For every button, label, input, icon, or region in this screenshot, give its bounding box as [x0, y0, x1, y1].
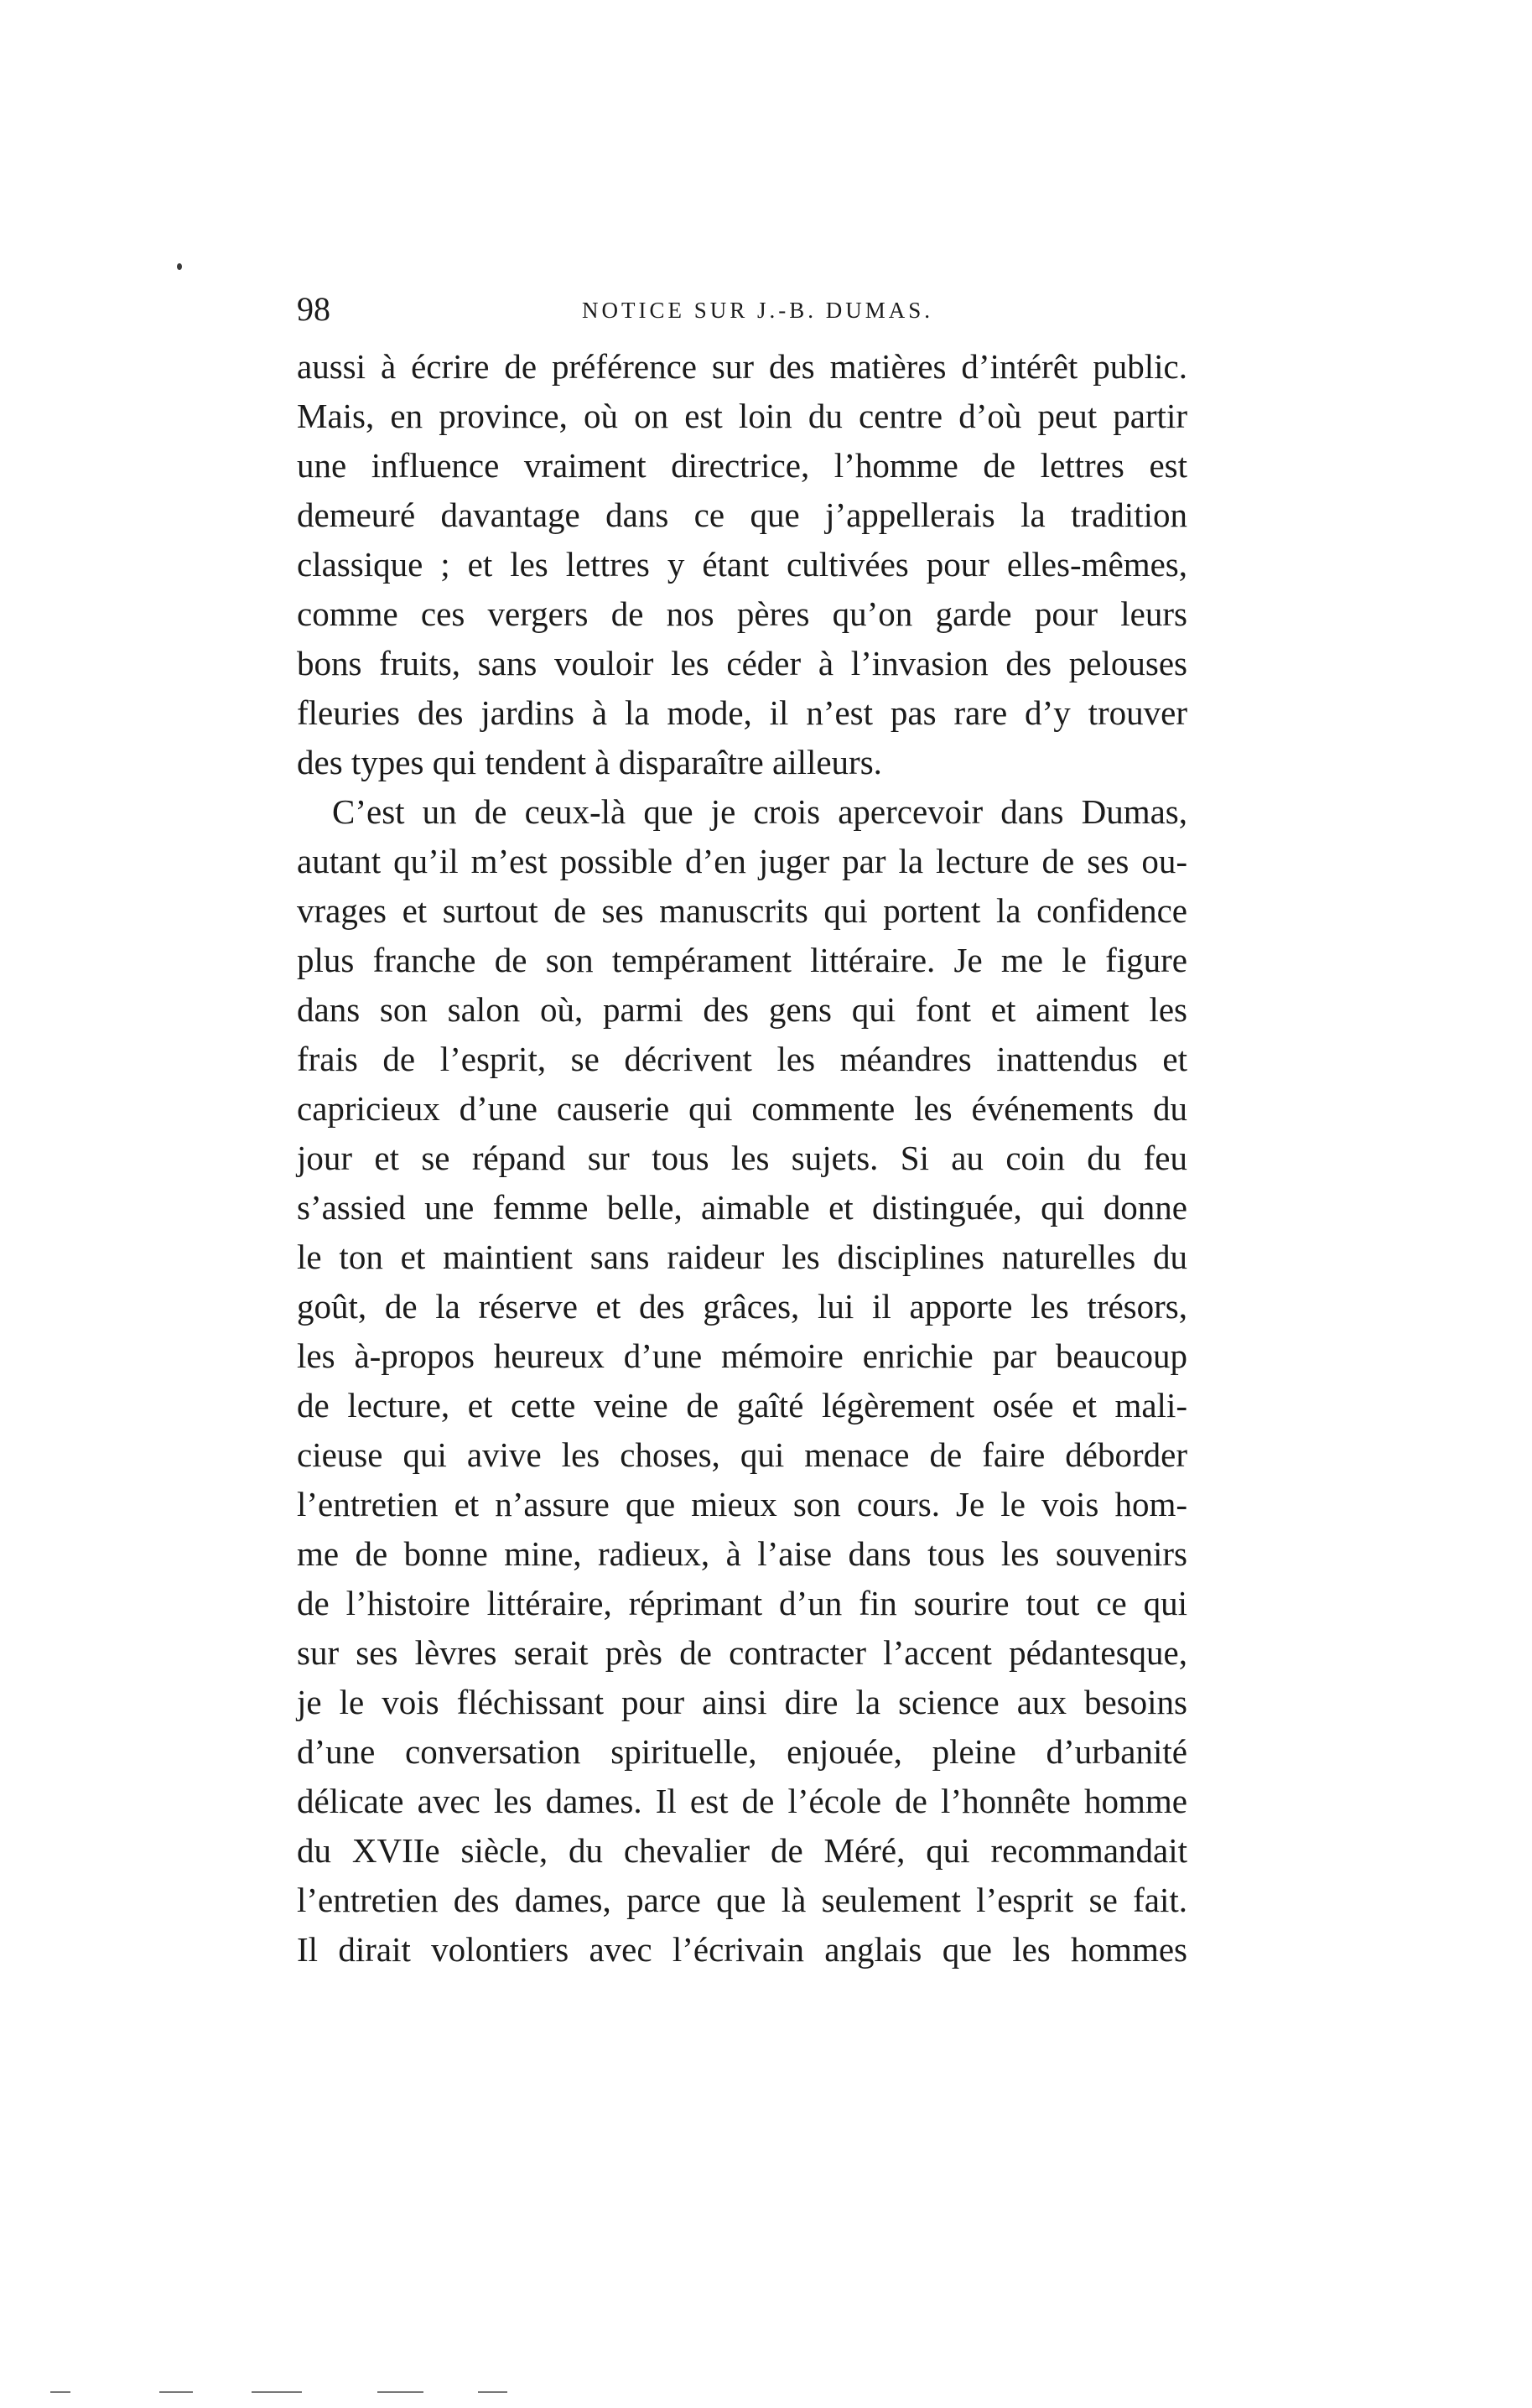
text-line: C’est un de ceux-là que je crois apercevoir dans Dumas,: [332, 792, 1187, 831]
text-line: cieuse qui avive les choses, qui menace de faire déborder: [297, 1435, 1187, 1474]
paragraph-1: [297, 342, 1187, 787]
text-line: des types qui tendent à disparaître ailleurs.: [297, 743, 882, 781]
scan-mark: [377, 2391, 423, 2393]
text-line: délicate avec les dames. Il est de l’école de l’honnête homme: [297, 1782, 1187, 1820]
text-line: l’entretien des dames, parce que là seulement l’esprit se fait.: [297, 1881, 1187, 1919]
text-line: sur ses lèvres serait près de contracter l’accent pédantesque,: [297, 1633, 1187, 1672]
text-line: classique ; et les lettres y étant cultivées pour elles-mêmes,: [297, 545, 1187, 584]
page-number: 98: [297, 290, 330, 328]
text-line: vrages et surtout de ses manuscrits qui portent la confidence: [297, 891, 1187, 930]
text-line: les à-propos heureux d’une mémoire enrichie par beaucoup: [297, 1336, 1187, 1375]
paragraph-2: [297, 787, 1187, 1975]
scan-mark: [50, 2391, 70, 2393]
running-head: NOTICE SUR J.-B. DUMAS.: [582, 298, 934, 323]
text-line: s’assied une femme belle, aimable et distinguée, qui donne: [297, 1188, 1187, 1227]
text-line: plus franche de son tempérament littéraire. Je me le figure: [297, 941, 1187, 979]
text-line: de lecture, et cette veine de gaîté légèrement osée et mali-: [297, 1386, 1187, 1425]
text-line: du XVIIe siècle, du chevalier de Méré, qui recommandait: [297, 1831, 1187, 1870]
text-line: frais de l’esprit, se décrivent les méandres inattendus et: [297, 1040, 1187, 1078]
text-line: Mais, en province, où on est loin du centre d’où peut partir: [297, 397, 1187, 435]
page-header: [297, 288, 1187, 330]
text-line: l’entretien et n’assure que mieux son cours. Je le vois hom-: [297, 1485, 1187, 1523]
text-line: dans son salon où, parmi des gens qui font et aiment les: [297, 990, 1187, 1029]
text-line: capricieux d’une causerie qui commente les événements du: [297, 1089, 1187, 1128]
scan-mark: [252, 2391, 302, 2393]
text-line: autant qu’il m’est possible d’en juger par la lecture de ses ou-: [297, 842, 1187, 880]
text-line: bons fruits, sans vouloir les céder à l’invasion des pelouses: [297, 644, 1187, 682]
scan-speck: [177, 263, 182, 270]
text-line: comme ces vergers de nos pères qu’on garde pour leurs: [297, 594, 1187, 633]
text-line: de l’histoire littéraire, réprimant d’un fin sourire tout ce qui: [297, 1584, 1187, 1622]
text-line: aussi à écrire de préférence sur des matières d’intérêt public.: [297, 347, 1187, 386]
text-line: le ton et maintient sans raideur les disciplines naturelles du: [297, 1238, 1187, 1276]
text-line: goût, de la réserve et des grâces, lui il apporte les trésors,: [297, 1287, 1187, 1326]
body-text: [297, 342, 1187, 1975]
scan-mark: [159, 2391, 193, 2393]
text-line: jour et se répand sur tous les sujets. Si au coin du feu: [297, 1139, 1187, 1177]
text-line: fleuries des jardins à la mode, il n’est pas rare d’y trouver: [297, 693, 1187, 732]
text-line: demeuré davantage dans ce que j’appellerais la tradition: [297, 496, 1187, 534]
text-line: une influence vraiment directrice, l’homme de lettres est: [297, 446, 1187, 485]
text-line: je le vois fléchissant pour ainsi dire la science aux besoins: [297, 1683, 1187, 1721]
text-line: d’une conversation spirituelle, enjouée, pleine d’urbanité: [297, 1732, 1187, 1771]
scan-mark: [478, 2391, 507, 2393]
text-line: me de bonne mine, radieux, à l’aise dans tous les souvenirs: [297, 1534, 1187, 1573]
text-line: Il dirait volontiers avec l’écrivain anglais que les hommes: [297, 1930, 1187, 1969]
